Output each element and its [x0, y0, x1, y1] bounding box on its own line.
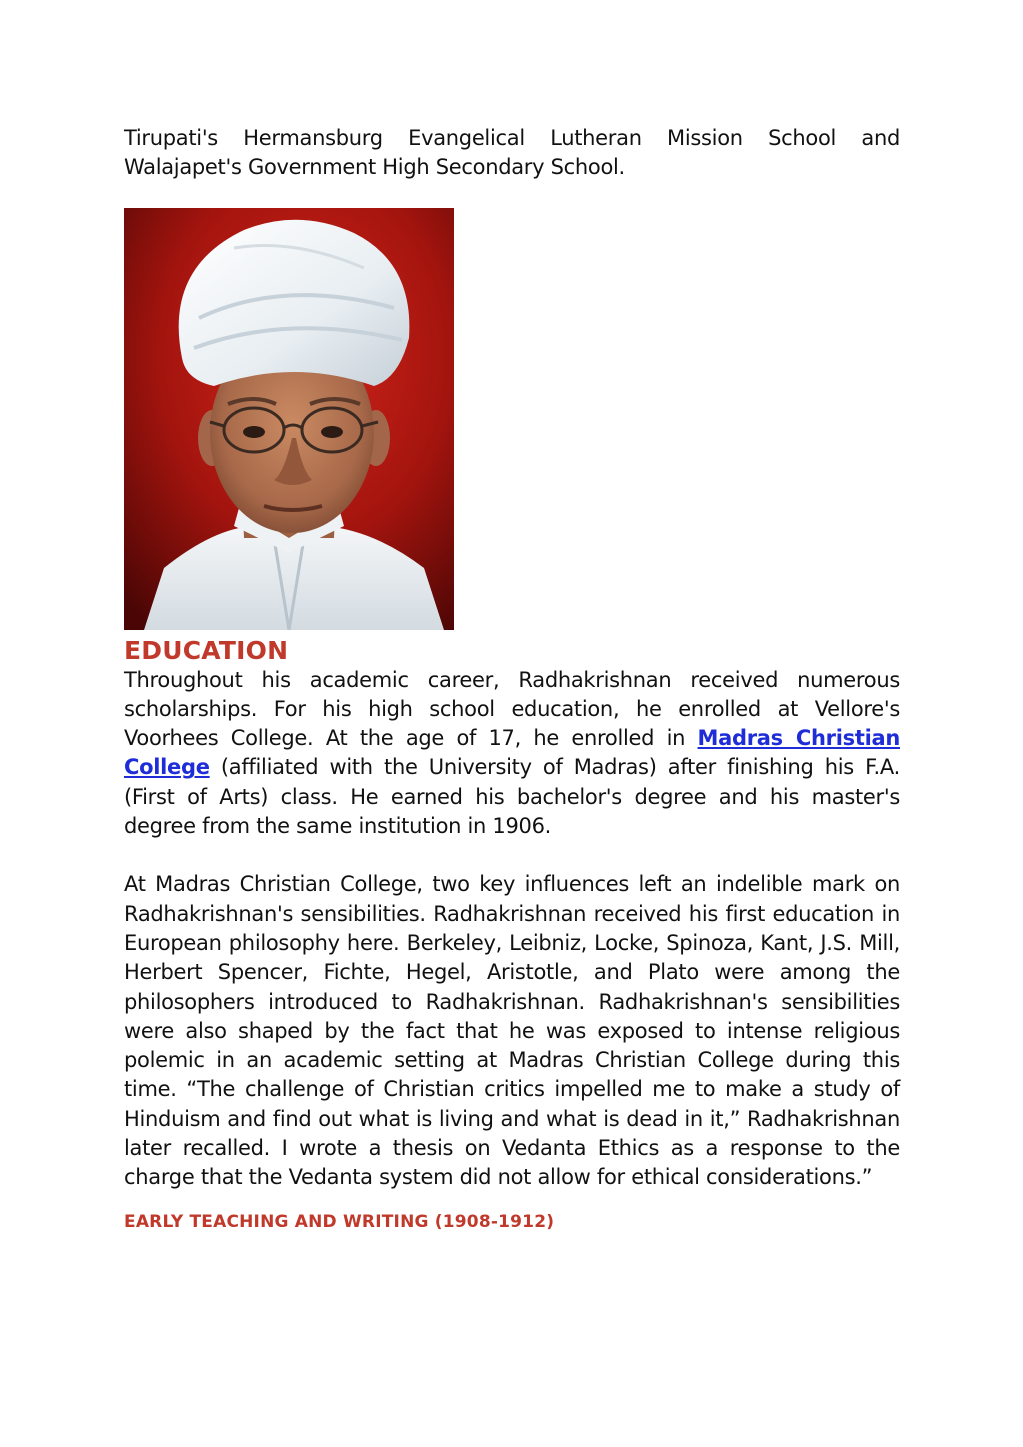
- early-teaching-heading: EARLY TEACHING AND WRITING (1908-1912): [124, 1211, 555, 1232]
- portrait-image: [124, 208, 454, 630]
- paragraph-gap: [124, 841, 900, 870]
- portrait-photo-icon: [124, 208, 454, 630]
- education-heading: EDUCATION: [124, 635, 289, 665]
- intro-paragraph: Tirupati's Hermansburg Evangelical Lutheran Mission School and Walajapet's Government High Secondary School.: [124, 126, 900, 180]
- page-content: [124, 124, 900, 1232]
- education-paragraph-2: At Madras Christian College, two key influences left an indelible mark on Radhakrishnan's sensibilities. Radhakrishnan received his first education in European philosophy here. Berkeley, Leibniz, Locke, Spinoza, Kant, J.S. Mill, Herbert Spencer, Fichte, Hegel, Aristotle, and Plato were among the philosophers introduced to Radhakrishnan. Radhakrishnan's sensibilities were also shaped by the fact that he was exposed to intense religious polemic in an academic setting at Madras Christian College during this time. “The challenge of Christian critics impelled me to make a study of Hinduism and find out what is living and what is dead in it,” Radhakrishnan later recalled. I wrote a thesis on Vedanta Ethics as a response to the charge that the Vedanta system did not allow for ethical considerations.”: [124, 872, 900, 1190]
- education-paragraph-1: [124, 666, 900, 842]
- madras-christian-college-link[interactable]: Madras Christian College: [124, 726, 900, 780]
- education-text-after-link: (affiliated with the University of Madras) after finishing his F.A. (First of Arts) class. He earned his bachelor's degree and his master's degree from the same institution in 1906.: [124, 755, 900, 839]
- education-text-before-link: Throughout his academic career, Radhakrishnan received numerous scholarships. For his high school education, he enrolled at Vellore's Voorhees College. At the age of 17, he enrolled in: [124, 667, 900, 751]
